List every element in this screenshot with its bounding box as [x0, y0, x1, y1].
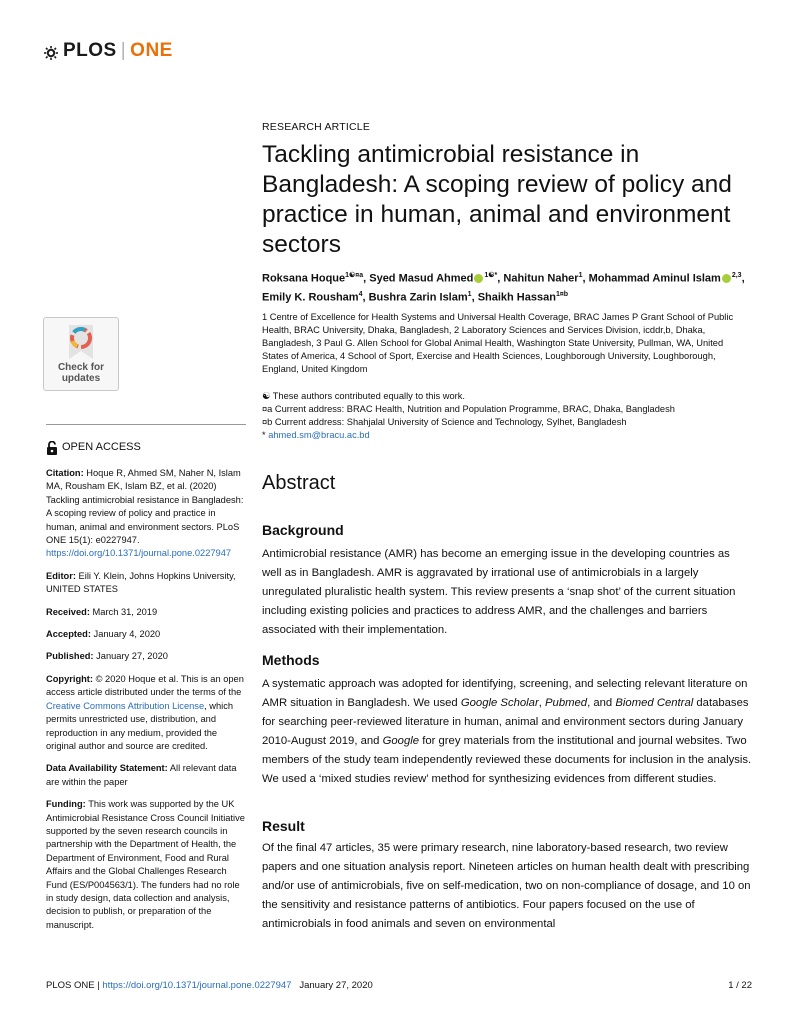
logo-plos: PLOS	[63, 40, 117, 61]
background-text: Antimicrobial resistance (AMR) has become an emerging issue in the developing countries as well as in Bangladesh. AMR is aggravated by irrational use of antimicrobials in a largely unregulated pluralistic health system. This review presents a ‘snap shot’ of the current situation including existing policies and practices to address AMR, and the challenges and barriers associated with their implementation.	[262, 548, 736, 636]
published-label: Published:	[46, 651, 94, 662]
article-type: RESEARCH ARTICLE	[262, 121, 371, 133]
orcid-icon[interactable]	[474, 274, 483, 283]
author-sup: 4	[358, 290, 363, 298]
article-title: Tackling antimicrobial resistance in Bangladesh: A scoping review of policy and practice in human, animal and environment sectors	[262, 141, 732, 258]
author-sup: 1☯*	[484, 272, 498, 279]
orcid-icon[interactable]	[722, 274, 731, 283]
methods-em: Biomed Central	[615, 697, 694, 709]
journal-logo	[44, 40, 173, 62]
citation-label: Citation:	[46, 468, 84, 478]
editor	[46, 570, 246, 597]
footer-journal: PLOS ONE |	[46, 980, 100, 991]
logo-separator: |	[120, 40, 127, 61]
published	[46, 650, 246, 663]
author-notes	[262, 390, 752, 442]
footer-date: January 27, 2020	[299, 980, 373, 991]
author-list: Roksana Hoque$^{1☯¤a}$, Syed Masud Ahmed $^{1☯*}$, Nahitun Naher$^1$, Mohammad Aminul Islam $^{2,3}$, Emily K. Rousham$^4$, Bushra Zarin Islam$^1$, Shaikh Hassan$^{1¤b}$	[262, 272, 745, 304]
editor-label: Editor:	[46, 570, 76, 581]
received-label: Received:	[46, 606, 90, 617]
received-text: March 31, 2019	[92, 606, 158, 617]
author-sup: 1	[578, 272, 583, 279]
open-access-label: OPEN ACCESS	[62, 441, 141, 454]
plos-sun-icon	[44, 44, 58, 58]
author-name[interactable]: Mohammad Aminul Islam	[588, 272, 721, 285]
copyright-text: © 2020 Hoque et al. This is an open access article distributed under the terms of the	[46, 673, 244, 698]
equal-contribution-note: ☯ These authors contributed equally to this work.	[262, 391, 465, 401]
methods-heading: Methods	[262, 652, 320, 668]
received	[46, 606, 246, 619]
data-availability-label: Data Availability Statement:	[46, 763, 168, 774]
methods-em: Google Scholar	[460, 697, 539, 709]
author-name[interactable]: Roksana Hoque	[262, 272, 346, 285]
methods-span: for grey materials from the institutional and journal websites. Two members of the study team independently reviewed these documents for inclusion in the analysis. We used a ‘mixed studies review’ method for synthesizing evidences from different studies.	[262, 735, 752, 785]
email-link[interactable]: ahmed.sm@bracu.ac.bd	[268, 430, 370, 440]
author-sup: 1	[467, 290, 472, 298]
funding-label: Funding:	[46, 799, 86, 810]
author-name[interactable]: Emily K. Rousham	[262, 291, 359, 304]
license-link[interactable]: Creative Commons Attribution License	[46, 700, 205, 711]
methods-text	[262, 675, 752, 789]
check-for-updates-label: Check for updates	[57, 362, 105, 384]
editor-text: Eili Y. Klein, Johns Hopkins University, UNITED STATES	[46, 570, 236, 595]
methods-span: , and	[587, 697, 613, 709]
abstract-heading: Abstract	[262, 472, 336, 494]
author-name[interactable]: Syed Masud Ahmed	[369, 272, 474, 285]
email-marker: *	[262, 430, 266, 440]
copyright	[46, 673, 246, 753]
accepted-label: Accepted:	[46, 629, 91, 640]
page-number: 1 / 22	[728, 980, 752, 991]
data-availability-text: All relevant data are within the paper	[46, 763, 237, 787]
citation-doi-link[interactable]: https://doi.org/10.1371/journal.pone.0227947	[46, 548, 232, 559]
author-sup: 1¤b	[555, 290, 569, 298]
copyright-label: Copyright:	[46, 673, 93, 684]
author-sup: 2,3	[731, 272, 742, 279]
accepted	[46, 628, 246, 641]
result-heading: Result	[262, 818, 305, 834]
background-heading: Background	[262, 522, 344, 538]
accepted-text: January 4, 2020	[93, 629, 161, 640]
article-info-sidebar	[46, 424, 246, 941]
funding-text: This work was supported by the UK Antimicrobial Resistance Cross Council Initiative supported by the seven research councils in partnership with the Department of Health, the Department of Environment, Food and Rural Affairs and the Global Challenges Research Fund (ES/P004563/1). The funders had no role in study design, data collection and analysis, decision to publish, or preparation of the manuscript.	[46, 799, 245, 930]
footer-citation	[46, 980, 373, 991]
data-availability	[46, 762, 246, 789]
current-address-a: ¤a Current address: BRAC Health, Nutrition and Population Programme, BRAC, Dhaka, Bangladesh	[262, 404, 675, 414]
methods-em: Google	[382, 735, 420, 747]
copyright-text-end: , which permits unrestricted use, distribution, and reproduction in any medium, provided the original author and source are credited.	[46, 700, 234, 751]
author-name[interactable]: Nahitun Naher	[503, 272, 579, 285]
funding	[46, 798, 246, 932]
affiliations: 1 Centre of Excellence for Health Systems and Universal Health Coverage, BRAC James P Grant School of Public Health, BRAC University, Dhaka, Bangladesh, 2 Laboratory Sciences and Services Division, icddr,b, Dhaka, Bangladesh, 3 Paul G. Allen School for Global Animal Health, Washington State University, Pullman, WA, United States of America, 4 School of Sport, Exercise and Health Sciences, Loughborough University, Loughborough, England, United Kingdom	[262, 312, 734, 374]
footer-doi-link[interactable]: https://doi.org/10.1371/journal.pone.0227947	[102, 980, 292, 991]
check-for-updates-badge[interactable]	[43, 317, 119, 391]
sidebar-divider	[46, 424, 246, 425]
author-name[interactable]: Shaikh Hassan	[477, 291, 556, 304]
methods-em: Pubmed	[545, 697, 588, 709]
logo-one: ONE	[130, 40, 173, 61]
result-text: Of the final 47 articles, 35 were primary research, nine laboratory-based research, two review papers and one situation analysis report. Nineteen articles on human health dealt with prescribing and/or use of antimicrobials, five on self-medication, two on non-compliance of dosage, and 10 on the sensitivity and resistance patterns of antibiotics. Four papers focused on the use of antimicrobials in food animals and seven on environmental	[262, 842, 751, 930]
bookmark-icon	[65, 323, 97, 361]
published-text: January 27, 2020	[96, 651, 168, 662]
methods-span: ,	[538, 697, 542, 709]
citation	[46, 467, 246, 561]
author-sup: 1☯¤a	[345, 272, 364, 279]
open-access	[46, 441, 246, 455]
methods-span: A systematic approach was adopted for identifying, screening, and selecting relevant literature on AMR situation in Bangladesh. We used	[262, 678, 748, 709]
corresponding-email	[262, 429, 752, 442]
citation-text: Hoque R, Ahmed SM, Naher N, Islam MA, Rousham EK, Islam BZ, et al. (2020) Tackling antimicrobial resistance in Bangladesh: A scoping review of policy and practice in human, animal and environment sectors. PLoS ONE 15(1): e0227947.	[46, 468, 244, 546]
page-footer	[46, 980, 752, 991]
methods-span: databases for searching peer-reviewed literature in human, animal and environment sectors during January 2010-August 2019, and	[262, 697, 749, 747]
current-address-b: ¤b Current address: Shahjalal University of Science and Technology, Sylhet, Bangladesh	[262, 417, 627, 427]
open-lock-icon	[46, 441, 58, 455]
author-name[interactable]: Bushra Zarin Islam	[368, 291, 468, 304]
